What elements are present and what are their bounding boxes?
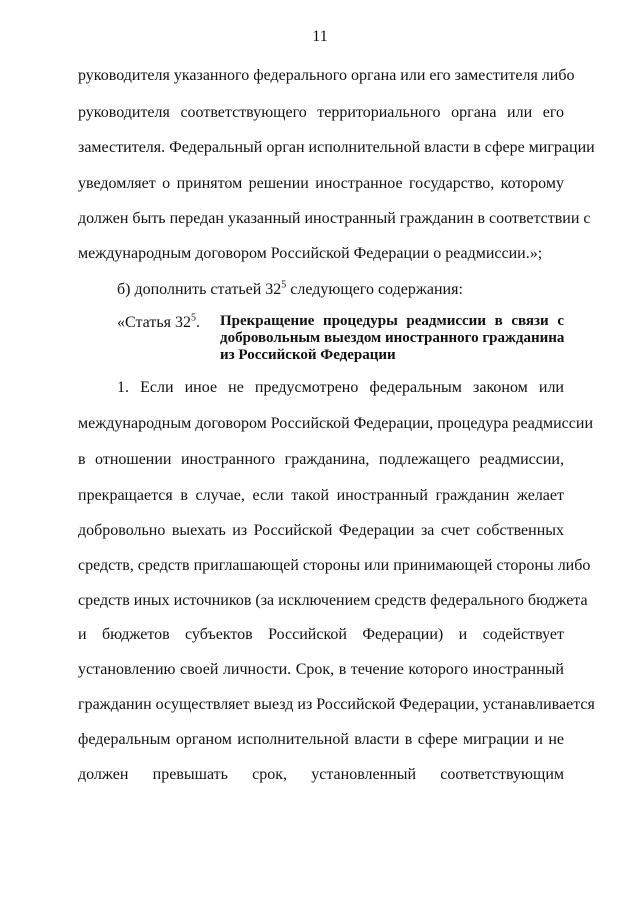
paragraph-line: прекращается в случае, если такой иностранный гражданин желает <box>78 487 564 504</box>
amendment-text: б) дополнить статьей 32 <box>117 281 282 298</box>
paragraph-line: 1. Если иное не предусмотрено федеральным законом или <box>117 379 564 396</box>
amendment-superscript: 5 <box>281 279 287 291</box>
paragraph-line: международным договором Российской Федерации, процедура реадмиссии <box>78 415 593 432</box>
paragraph-line: средств, средств приглашающей стороны или принимающей стороны либо <box>78 557 591 574</box>
paragraph-line: добровольно выехать из Российской Федерации за счет собственных <box>78 522 564 539</box>
paragraph-line: установлению своей личности. Срок, в течение которого иностранный <box>78 661 564 678</box>
paragraph-line: должен превышать срок, установленный соответствующим <box>78 766 564 783</box>
paragraph-line: гражданин осуществляет выезд из Российской Федерации, устанавливается <box>78 696 595 713</box>
paragraph-line: руководителя указанного федерального органа или его заместителя либо <box>78 67 575 84</box>
paragraph-line: средств иных источников (за исключением средств федерального бюджета <box>78 592 588 609</box>
paragraph-line: руководителя соответствующего территориального органа или его <box>78 104 564 121</box>
page-number: 11 <box>312 28 328 45</box>
article-title-line: из Российской Федерации <box>220 347 396 363</box>
paragraph-line: должен быть передан указанный иностранный гражданин в соответствии с <box>78 210 591 227</box>
amendment-line <box>117 280 564 300</box>
article-title <box>220 313 564 364</box>
article-superscript: 5 <box>190 312 196 324</box>
paragraph-line: и бюджетов субъектов Российской Федерации) и содействует <box>78 626 564 643</box>
paragraph-line: заместителя. Федеральный орган исполнительной власти в сфере миграции <box>78 139 595 156</box>
paragraph-line: уведомляет о принятом решении иностранное государство, которому <box>78 175 564 192</box>
paragraph-line: международным договором Российской Федерации о реадмиссии.»; <box>78 245 543 262</box>
paragraph-line: в отношении иностранного гражданина, подлежащего реадмиссии, <box>78 451 564 468</box>
paragraph-line: федеральным органом исполнительной власти в сфере миграции и не <box>78 731 564 748</box>
amendment-text-end: следующего содержания: <box>286 281 463 298</box>
article-label: «Статья $32^5$. <box>117 312 200 331</box>
article-title-line: добровольным выездом иностранного гражданина <box>220 330 565 346</box>
article-title-line: Прекращение процедуры реадмиссии в связи с <box>220 313 564 329</box>
